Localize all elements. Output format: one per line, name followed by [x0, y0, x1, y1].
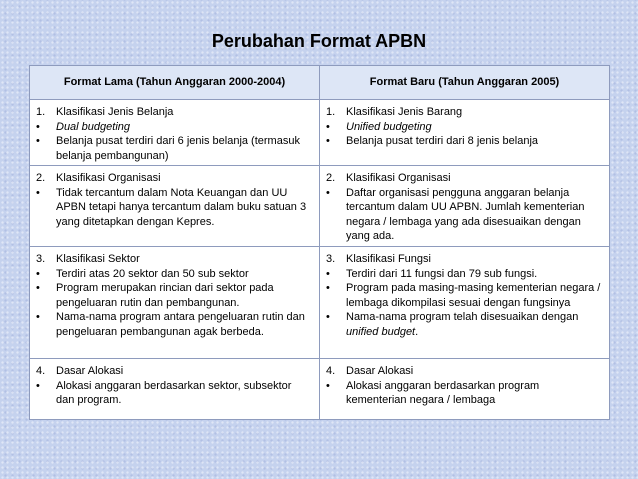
- bullet-marker: •: [326, 186, 330, 199]
- cell-old-organisasi: [30, 166, 320, 247]
- bullet-marker: •: [36, 135, 40, 147]
- bullet-marker: •: [326, 135, 330, 147]
- list-item: [326, 120, 601, 135]
- list-item: [36, 281, 311, 310]
- item-text: Klasifikasi Sektor: [56, 253, 140, 265]
- item-text: Tidak tercantum dalam Nota Keuangan dan UU APBN tetapi hanya tercantum dalam buku satuan 3 yang ditetapkan dengan Kepres.: [56, 186, 307, 228]
- number-marker: 2.: [36, 172, 46, 184]
- item-text: Alokasi anggaran berdasarkan sektor, subsektor dan program.: [56, 379, 292, 406]
- item-text: Klasifikasi Jenis Barang: [346, 106, 463, 118]
- item-text: Program merupakan rincian dari sektor pada pengeluaran rutin dan pembangunan.: [56, 282, 274, 309]
- table-row: [30, 166, 610, 247]
- item-text: Alokasi anggaran berdasarkan program kementerian negara / lembaga: [346, 379, 540, 406]
- page-title: Perubahan Format APBN: [211, 31, 427, 51]
- item-text: Belanja pusat terdiri dari 6 jenis belanja (termasuk belanja pembangunan): [56, 135, 300, 162]
- list-item: [326, 281, 601, 310]
- item-text-part: .: [415, 325, 419, 338]
- bullet-marker: •: [326, 282, 330, 294]
- item-text: Klasifikasi Organisasi: [56, 172, 161, 184]
- bullet-marker: •: [36, 186, 40, 199]
- list-item: [326, 134, 601, 149]
- item-text: Dasar Alokasi: [56, 365, 124, 377]
- cell-new-fungsi: [320, 247, 610, 359]
- bullet-marker: •: [36, 267, 40, 280]
- bullet-marker: •: [326, 120, 330, 133]
- number-marker: 3.: [36, 253, 46, 265]
- list-item: [326, 267, 601, 282]
- item-text-italic: unified budget: [346, 325, 416, 338]
- list-item: [326, 379, 601, 408]
- cell-new-jenis-barang: [320, 100, 610, 166]
- bullet-marker: •: [36, 282, 40, 294]
- bullet-marker: •: [326, 311, 330, 323]
- item-text: Nama-nama program antara pengeluaran rutin dan pengeluaran pembangunan agak berbeda.: [56, 311, 305, 338]
- table-row: [30, 100, 610, 166]
- list-item: [36, 134, 311, 163]
- list-item: [326, 252, 601, 267]
- list-item: [36, 105, 311, 120]
- number-marker: 1.: [36, 106, 46, 118]
- list-item: [36, 267, 311, 282]
- list-item: [326, 310, 601, 339]
- number-marker: 4.: [36, 365, 46, 377]
- number-marker: 4.: [326, 365, 336, 377]
- cell-old-sektor: [30, 247, 320, 359]
- bullet-marker: •: [36, 311, 40, 323]
- cell-old-dasar-alokasi: [30, 359, 320, 420]
- item-text: Klasifikasi Jenis Belanja: [56, 106, 174, 118]
- item-text-part: Nama-nama program telah disesuaikan dengan: [346, 311, 579, 323]
- list-item: [36, 171, 311, 186]
- cell-new-organisasi: [320, 166, 610, 247]
- list-item: [36, 379, 311, 408]
- item-text: Terdiri atas 20 sektor dan 50 sub sektor: [56, 267, 249, 280]
- item-text: Klasifikasi Fungsi: [346, 253, 431, 265]
- list-item: [36, 310, 311, 339]
- list-item: [36, 252, 311, 267]
- item-text: Daftar organisasi pengguna anggaran belanja tercantum dalam UU APBN. Jumlah kementerian negara / lembaga yang ada disesuaikan dengan yang ada.: [346, 186, 585, 242]
- header-old-format: Format Lama (Tahun Anggaran 2000-2004): [30, 66, 320, 100]
- list-item: [36, 364, 311, 379]
- list-item: [326, 171, 601, 186]
- number-marker: 2.: [326, 172, 336, 184]
- item-text: Dual budgeting: [56, 120, 131, 133]
- list-item: [326, 186, 601, 244]
- table-row: [30, 359, 610, 420]
- table-row: [30, 247, 610, 359]
- cell-new-dasar-alokasi: [320, 359, 610, 420]
- item-text: Klasifikasi Organisasi: [346, 172, 451, 184]
- item-text: Unified budgeting: [346, 120, 432, 133]
- item-text: Program pada masing-masing kementerian negara / lembaga dikompilasi sesuai dengan fungsinya: [346, 282, 601, 309]
- table-header-row: [30, 66, 610, 100]
- number-marker: 3.: [326, 253, 336, 265]
- list-item: [326, 364, 601, 379]
- item-text: Terdiri dari 11 fungsi dan 79 sub fungsi.: [346, 267, 538, 280]
- header-new-format: Format Baru (Tahun Anggaran 2005): [320, 66, 610, 100]
- list-item: [326, 105, 601, 120]
- list-item: [36, 186, 311, 230]
- bullet-marker: •: [36, 379, 40, 392]
- cell-old-jenis-belanja: [30, 100, 320, 166]
- item-text: [346, 310, 601, 339]
- item-text: Belanja pusat terdiri dari 8 jenis belanja: [346, 135, 539, 147]
- bullet-marker: •: [36, 120, 40, 133]
- bullet-marker: •: [326, 379, 330, 392]
- number-marker: 1.: [326, 106, 336, 118]
- list-item: [36, 120, 311, 135]
- comparison-table: [29, 65, 610, 420]
- bullet-marker: •: [326, 267, 330, 280]
- item-text: Dasar Alokasi: [346, 365, 414, 377]
